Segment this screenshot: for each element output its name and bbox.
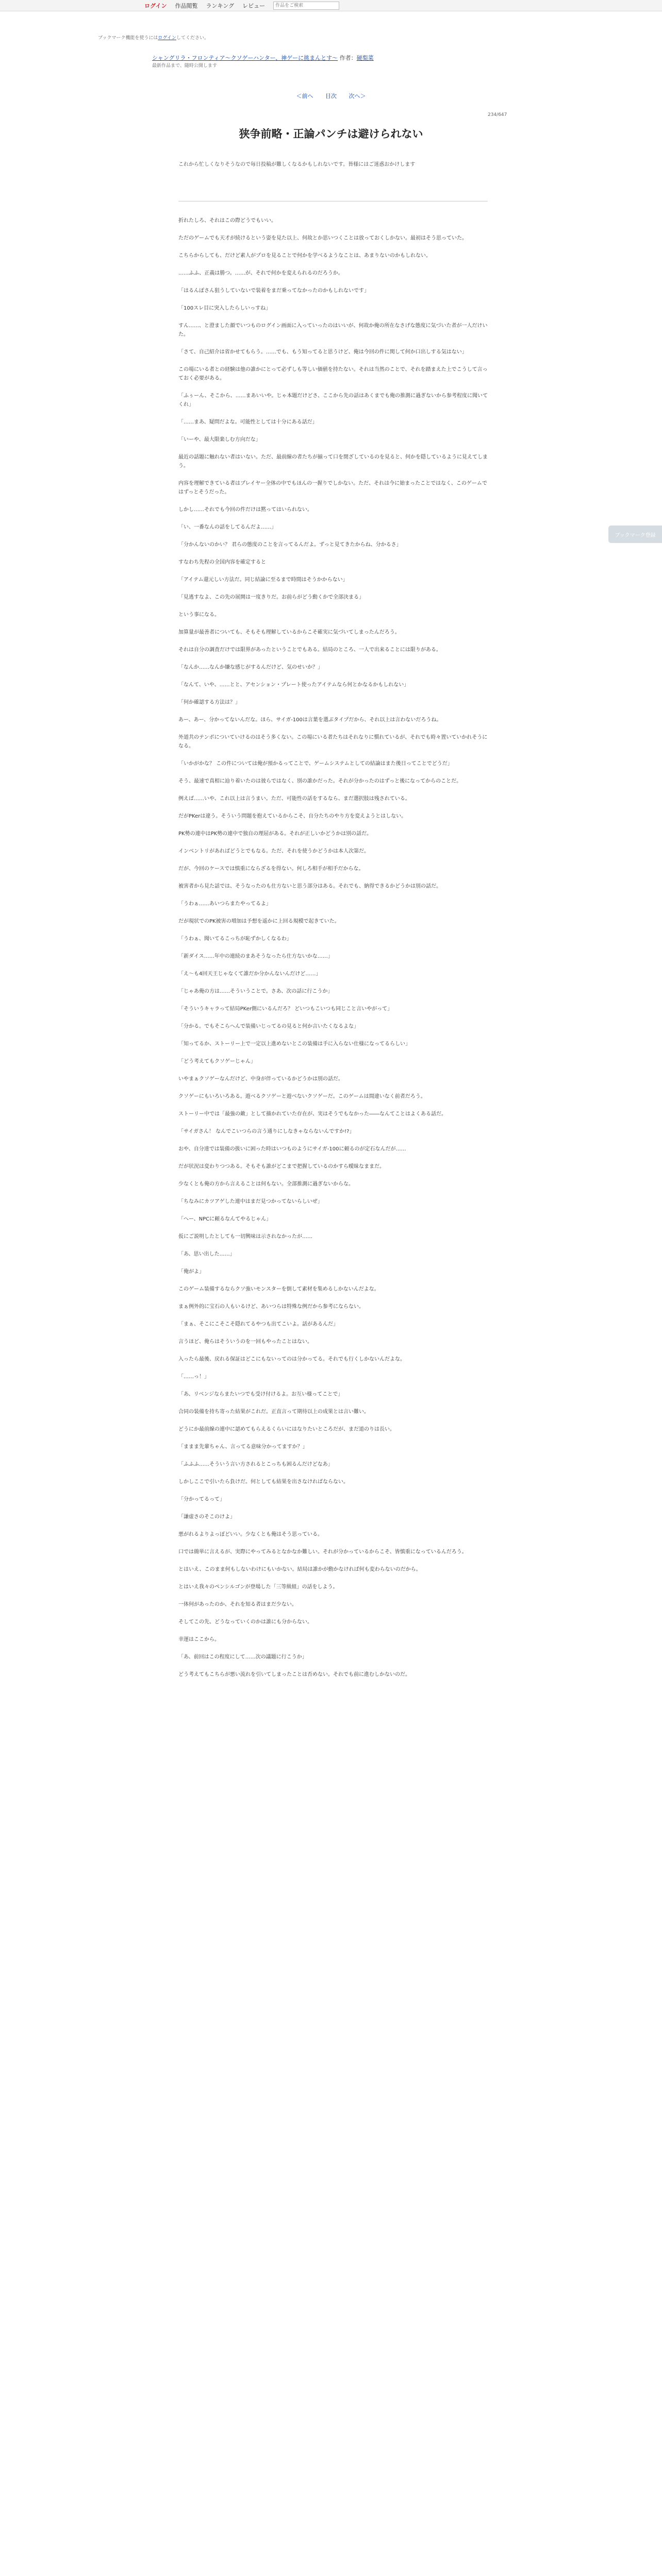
- body-paragraph: 「アイテム還元しい方法だ。同じ結論に至るまで時間はそうかからない」: [178, 577, 348, 583]
- body-paragraph: どうにか最前線の連中に認めてもらえるくらいにはなりたいところだが、まだ道のりは長い。: [178, 1427, 395, 1432]
- body-paragraph: 被害者から見た話では、そうなったのも仕方ないと思う部分はある。それでも、納得できるかどうかは別の話だ。: [178, 884, 441, 889]
- body-paragraph: 「い、一番なんの話をしてるんだよ……」: [178, 524, 276, 530]
- page-number: 234/647: [488, 112, 507, 117]
- author-prefix: 作者：: [339, 55, 357, 61]
- body-paragraph: 「はるんぽさん狙うしていないで装着をまだ乗ってなかったのかもしれないです」: [178, 288, 369, 294]
- body-paragraph: 「まぁ、そこにこそこそ隠れてるやつも出てこいよ。話があるんだ」: [178, 1321, 338, 1327]
- body-paragraph: 「なんて、いや、……とと、アセンション・プレート使ったアイテムなら何とかなるかもしれない」: [178, 682, 409, 688]
- body-paragraph: ただのゲームでも天才が続けるという姿を見た以上、何故とか思いつくことは放っておくしかない。最初はそう思っていた。: [178, 235, 467, 241]
- body-paragraph: 「じゃあ俺の方は……そういうことで。さあ、次の話に行こうか」: [178, 989, 333, 994]
- body-paragraph: 「あ、前回はこの程度にして……次の議題に行こうか」: [178, 1654, 307, 1660]
- body-paragraph: 「ままま先輩ちゃん、言ってる意味分かってますか？」: [178, 1444, 308, 1450]
- body-paragraph: とはいえ我々のペンシルゴンが登場した「三等級組」の話をしよう。: [178, 1584, 338, 1590]
- body-paragraph: という事になる。: [178, 612, 220, 618]
- body-paragraph: しかし……それでも今回の件だけは黙ってはいられない。: [178, 507, 312, 513]
- body-paragraph: 幸運はここから。: [178, 1637, 220, 1642]
- nav-ranking-link[interactable]: ランキング: [206, 3, 235, 9]
- body-paragraph: 「100スレ目に突入したらしいっすね」: [178, 306, 271, 311]
- series-status: 最新作品まで、随時公開します: [152, 63, 217, 69]
- author-link[interactable]: 硬梨菜: [356, 55, 374, 61]
- body-paragraph: いやまぁクソゲーなんだけど、中身が伴っているかどうかは別の話だ。: [178, 1076, 343, 1082]
- body-paragraph: だが状況は変わりつつある。そもそも誰がどこまで把握しているのかすら曖昧なままだ。: [178, 1164, 385, 1170]
- body-paragraph: だがPKerは違う。そういう問題を抱えているからこそ、自分たちのやり方を変えようとはしない。: [178, 814, 407, 819]
- body-paragraph: 「……っ！」: [178, 1374, 209, 1380]
- body-paragraph: 「何か確認する方法は？」: [178, 700, 240, 705]
- table-of-contents-link[interactable]: 目次: [325, 93, 337, 99]
- chapter-pager: [0, 92, 662, 100]
- body-paragraph: 「分かんないのかい？ 君らの態度のことを言ってるんだよ。ずっと見てきたからね、分かるさ」: [178, 542, 402, 548]
- body-paragraph: すなわち先程の全国内容を確定すると: [178, 560, 266, 565]
- body-paragraph: PK勢の連中はPK勢の連中で独自の理屈がある。それが正しいかどうかは別の話だ。: [178, 831, 372, 837]
- body-paragraph: 「なんか……なんか嫌な感じがするんだけど、気のせいか？」: [178, 665, 323, 670]
- body-paragraph: クソゲーにもいろいろある。遊べるクソゲーと遊べないクソゲーだ。このゲームは間違いなく前者だろう。: [178, 1094, 426, 1099]
- body-paragraph: 少なくとも俺の方から言えることは何もない。全部推測に過ぎないからな。: [178, 1181, 354, 1187]
- series-header: [152, 54, 374, 62]
- body-paragraph: 内容を理解できている者はプレイヤー全体の中でもほんの一握りでしかない。ただ、それは今に始まったことではなく、このゲームではずっとそうだった。: [178, 481, 487, 495]
- body-paragraph: このゲーム装備するならクソ強いモンスターを倒して素材を集めるしかないんだよな。: [178, 1286, 379, 1292]
- body-paragraph: 例えば……いや、これ以上は言うまい。ただ、可能性の話をするなら、まだ選択肢は残されている。: [178, 796, 410, 802]
- body-paragraph: そう、最速で真相に辿り着いたのは彼らではなく、別の誰かだった。それが分かったのはずっと後になってからのことだ。: [178, 778, 462, 784]
- body-paragraph: 最近の話題に触れない者はいない。ただ、最前線の者たちが揃って口を閉ざしているのを見ると、何かを隠しているように見えてしまう。: [178, 454, 488, 469]
- body-paragraph: 「見逃すなよ、この先の展開は一度きりだ。お前らがどう動くかで全部決まる」: [178, 595, 364, 600]
- body-paragraph: 「あ、思い出した……」: [178, 1251, 235, 1257]
- chapter-body: [178, 216, 488, 1688]
- body-paragraph: 「え〜も4回天王じゃなくて誰だか分かんないんだけど……」: [178, 971, 321, 977]
- body-paragraph: ……ふふ、正義は勝つ。……が、それで何かを変えられるのだろうか。: [178, 270, 343, 276]
- body-paragraph: 「ふふふ……そういう言い方されるとこっちも困るんだけどなあ」: [178, 1462, 333, 1467]
- notice-prefix: ブックマーク機能を使うには: [98, 36, 158, 41]
- body-paragraph: 「どう考えてもクソゲーじゃん」: [178, 1059, 256, 1064]
- body-paragraph: それは自分の調査だけでは限界があったということでもある。結局のところ、一人で出来ることには限りがある。: [178, 647, 441, 653]
- body-paragraph: 「俺がよ」: [178, 1269, 204, 1275]
- body-paragraph: 言うほど、俺らはそういうのを一回もやったことはない。: [178, 1339, 312, 1345]
- body-paragraph: そしてこの先、どうなっていくのかは誰にも分からない。: [178, 1619, 312, 1625]
- body-paragraph: まぁ例外的に宝石の人もいるけど、あいつらは特殊な例だから参考にならない。: [178, 1304, 364, 1310]
- body-paragraph: 合同の装備を持ち寄った結果がこれだ。正直言って期待以上の成果とは言い難い。: [178, 1409, 369, 1415]
- notice-suffix: してください。: [176, 36, 209, 41]
- body-paragraph: こちらからしても、だけど素人がプロを見ることで何かを学べるようなことは、あまりないのかもしれない。: [178, 253, 431, 259]
- bookmark-login-notice: [98, 34, 209, 41]
- body-paragraph: だが、今回のケースでは慎重にならざるを得ない。何しろ相手が相手だからな。: [178, 866, 364, 872]
- body-paragraph: 「あ、リベンジならまたいつでも受け付けるよ。お互い様ってことで」: [178, 1392, 343, 1397]
- nav-review-link[interactable]: レビュー: [242, 3, 266, 9]
- body-paragraph: 一体何があったのか、それを知る者はまだ少ない。: [178, 1602, 297, 1607]
- chapter-preface: [178, 155, 488, 175]
- series-title-link[interactable]: シャングリラ・フロンティア〜クソゲーハンター、神ゲーに挑まんとす〜: [152, 55, 338, 61]
- body-paragraph: すん……、と澄ました顔でいつものログイン画面に入っていったのはいいが、何故か俺の所在なさげな態度に気づいた者が一人だけいた。: [178, 323, 488, 337]
- nav-works-link[interactable]: 作品閲覧: [175, 3, 198, 9]
- body-paragraph: 「いーや、最大限楽しむ方向だな」: [178, 437, 261, 443]
- body-paragraph: 「謙虚さのそこのけよ」: [178, 1514, 235, 1520]
- body-paragraph: 入ったら最後、戻れる保証はどこにもないってのは分かってる。それでも行くしかないんだよな。: [178, 1357, 405, 1362]
- body-paragraph: 「うわぁ、聞いてるこっちが恥ずかしくなるわ」: [178, 936, 292, 942]
- body-paragraph: 「そういうキャラって結局PKer側にいるんだろ？ どいつもこいつも同じこと言いやがって」: [178, 1006, 393, 1012]
- prev-chapter-link[interactable]: ＜前へ: [296, 93, 313, 99]
- body-paragraph: しかしここで引いたら負けだ。何としても結果を出さなければならない。: [178, 1479, 349, 1485]
- notice-login-link[interactable]: ログイン: [158, 36, 176, 41]
- next-chapter-link[interactable]: 次へ＞: [349, 93, 366, 99]
- body-paragraph: ストーリー中では「最強の敵」として描かれていた存在が、実はそうでもなかった――なんてことはよくある話だ。: [178, 1111, 446, 1117]
- body-paragraph: とはいえ、このまま何もしないわけにもいかない。結局は誰かが動かなければ何も変わらないのだから。: [178, 1567, 421, 1572]
- body-paragraph: 「ちなみにカツアゲした連中はまだ見つかってないらしいぜ」: [178, 1199, 323, 1205]
- body-paragraph: どう考えてもこちらが悪い流れを引いてしまったことは否めない。それでも前に進むしかないのだ。: [178, 1672, 410, 1677]
- bookmark-floating-button[interactable]: ブックマーク登録: [608, 526, 662, 543]
- body-paragraph: 「さて、自己紹介は省かせてもらう。……でも、もう知ってると思うけど、俺は今回の件に関して何か口出しする気はない」: [178, 349, 467, 355]
- body-paragraph: 「分かる。でもそこらへんで装備いじってるの見ると何か言いたくなるよな」: [178, 1024, 359, 1029]
- body-paragraph: 「新ダイス……年中の連続のまあそうなったら仕方ないかな……」: [178, 954, 333, 959]
- body-paragraph: 「うわぁ……あいつらまたやってるよ」: [178, 901, 271, 907]
- body-paragraph: 「サイガさん！ なんでこいつらの言う通りにしなきゃならないんですか!?」: [178, 1129, 355, 1134]
- body-paragraph: 「分かってるって」: [178, 1497, 225, 1502]
- body-paragraph: この場にいる者との経験は他の誰かにとって必ずしも等しい価値を持たない。それは当然のことで、それを踏まえた上でこうして言っておく必要がある。: [178, 367, 488, 381]
- search-input[interactable]: [273, 2, 339, 10]
- body-paragraph: 折れたしろ、それはこの際どうでもいい。: [178, 218, 276, 224]
- body-paragraph: 「いかがかな？ この件については俺が預かるってことで、ゲームシステムとしての結論はまた後日ってことでどうだ」: [178, 761, 453, 767]
- body-paragraph: 「……まあ、疑問だよな。可能性としては十分にある話だ」: [178, 419, 318, 425]
- body-paragraph: だが現状でのPK被害の増加は予想を遥かに上回る規模で起きていた。: [178, 919, 340, 924]
- body-paragraph: 口では簡単に言えるが、実際にやってみるとなかなか難しい。それが分かっているからこそ、皆慎重になっているんだろう。: [178, 1549, 467, 1555]
- body-paragraph: 「ふぅーん、そこから、……まあいいや。じゃ本題だけどさ、ここから先の話はあくまでも俺の推測に過ぎないから参考程度に聞いてくれ」: [178, 393, 488, 408]
- body-paragraph: インベントリがあればどうとでもなる。ただ、それを使うかどうかは本人次第だ。: [178, 849, 369, 854]
- chapter-title: 狭争前略・正論パンチは避けられない: [239, 128, 423, 140]
- body-paragraph: 加算量が最善者についても、そもそも理解しているからこそ確実に気づいてしまったんだろう。: [178, 630, 400, 635]
- body-paragraph: あー、あー、分かってないんだな。ほら、サイガ-100は言葉を選ぶタイプだから、それ以上は言わないだろうね。: [178, 717, 442, 723]
- body-paragraph: 仮にご説明したとしても一切興味は示されなかったが……: [178, 1234, 312, 1240]
- body-paragraph: 「知ってるか、ストーリー上で一定以上進めないとこの装備は手に入らない仕様になってるらしい」: [178, 1041, 410, 1047]
- body-paragraph: 外道共のテンポについていけるのはそう多くない。この場にいる者たちはそれなりに慣れているが、それでも時々置いていかれそうになる。: [178, 735, 488, 749]
- preface-paragraph: これから忙しくなりそうなので毎日投稿が難しくなるかもしれないです。皆様にはご迷惑おかけします: [178, 162, 416, 167]
- top-nav-inner: [144, 0, 339, 11]
- login-link[interactable]: ログイン: [144, 3, 167, 9]
- body-paragraph: 悪がれるよりよっぽどいい。少なくとも俺はそう思っている。: [178, 1532, 323, 1537]
- top-navigation-bar: [0, 0, 662, 11]
- body-paragraph: おや、自分達では装備の扱いに困った時はいつものようにサイガ-100に頼るのが定石なんだが……: [178, 1146, 406, 1152]
- body-paragraph: 「へー、NPCに頼るなんてやるじゃん」: [178, 1216, 272, 1222]
